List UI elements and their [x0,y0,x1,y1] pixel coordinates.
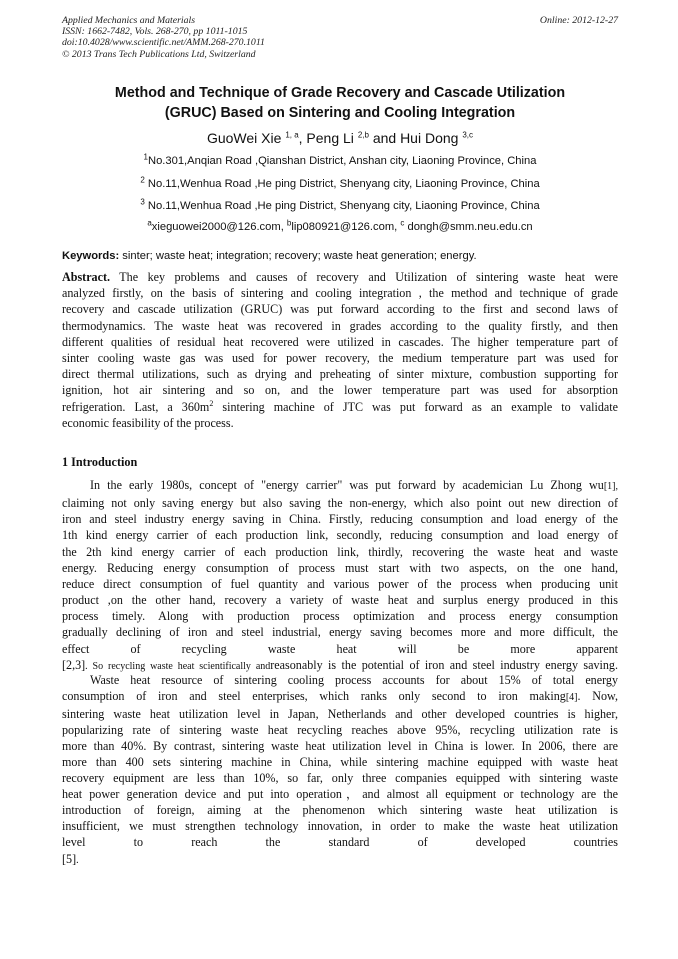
body-line: 1th kind energy carrier of each production link, secondly, reducing consumption and load energy of [62,528,618,543]
body-line: iron and steel industry energy saving in China. Firstly, reducing consumption and load energy of the [62,512,618,527]
author-list [62,128,618,148]
body-line: consumption of iron and steel enterprises, which ranks only second to iron making[4]. Now, [62,689,618,704]
abstract-line: economic feasibility of the process. [62,415,234,430]
body-line: insufficient, we must strengthen technology innovation, in order to make the waste heat utilization [62,819,618,834]
journal-name: Applied Mechanics and Materials [62,15,196,26]
citation: [4] [565,692,578,704]
email-c: dongh@smm.neu.edu.cn [404,221,533,233]
body-line: gradually declining of iron and steel industrial, energy saving becomes more and more difficult, the [62,625,618,640]
body-line: claiming not only saving energy but also saving the non-energy, which also point out new direction of [62,496,618,511]
body-line: energy. Reducing energy consumption of process must start with two aspects, on the one hand, [62,560,618,575]
abstract-line: Abstract. The key problems and causes of recovery and Utilization of sintering waste heat were [62,270,618,284]
abstract-line: refrigeration. Last, a $360m^2$ sintering machine of JTC was put forward as an example to validate [62,398,618,414]
body-line: In the early 1980s, concept of "energy carrier" was put forward by academician Lu Zhong wu[1], [90,478,618,492]
email-a: xieguowei2000@126.com, [151,221,287,233]
abstract-line: analyzed firstly, on the basis of sintering and cooling integration , the method and technique of grade [62,286,618,301]
author-3: and Hui Dong [368,130,459,146]
affiliation-1: $^1$No.301,Anqian Road ,Qianshan District, Anshan city, Liaoning Province, China [143,152,537,167]
keywords-label: Keywords: [62,250,120,262]
abstract-line: different qualities of residual heat recovered were utilized in cascades. The higher temperature part of [62,334,618,349]
abstract-line: direct thermal utilizations, such as drying and preheating of sinter mixture, combustion supporting for [62,367,618,382]
body-line: recovery equipment are less than 10%, so far, only three companies equipped with sintering waste [62,771,618,786]
intro-paragraph-2 [62,672,618,869]
body-line: product ,on the other hand, recovery a variety of waste heat and surplus energy produced in this [62,593,618,608]
body-line: the 2th kind energy carrier of each production link, thirdly, recovering the waste heat and waste [62,544,618,559]
abstract-label: Abstract. [62,270,111,284]
abstract-line: thermodynamics. The waste heat was recovered in grades according to the quality firstly, and then [62,318,618,333]
email-b: lip080921@126.com, [291,221,401,233]
author-1-sup: 1, a [285,130,299,140]
copyright-line: © 2013 Trans Tech Publications Ltd, Switzerland [62,48,256,60]
body-line: more than 400 sets sintering machine in China, while sintering machine equipped with waste heat [62,755,618,770]
keywords-text: sinter; waste heat; integration; recovery; waste heat generation; energy. [119,250,477,262]
intro-paragraph-1 [62,477,618,675]
body-line: effect of recycling waste heat will be more apparent [62,641,618,656]
body-line: process timely. Along with production process optimization and process energy consumption [62,609,618,624]
author-emails: $^a$xieguowei2000@126.com, $^b$lip080921@126.com, $^c$ dongh@smm.neu.edu.cn [147,218,533,233]
issn-line: ISSN: 1662-7482, Vols. 268-270, pp 1011-1015 [62,26,248,38]
abstract [62,269,618,431]
author-2-sup: 2,b [357,130,369,140]
body-line: level to reach the standard of developed countries [62,835,618,850]
abstract-line: recovery and cascade utilization (GRUC) was put forward according to the first and second laws of [62,302,618,317]
author-1: GuoWei Xie [206,130,282,146]
affiliation-3: $^3$ No.11,Wenhua Road ,He ping District, Shenyang city, Liaoning Province, China [140,197,540,212]
body-line: [2,3]. So recycling waste heat scientifically andreasonably is the potential of iron and steel industry energy saving. [62,657,618,672]
online-date: Online: 2012-12-27 [539,15,618,26]
section-heading: 1 Introduction [62,455,138,469]
citation: . So recycling waste heat scientifically and [85,660,271,672]
body-line: popularizing rate of sintering waste heat recycling reaches above 95%, recycling utilization rate is [62,723,618,738]
paper-title [62,83,618,123]
title-line-2: (GRUC) Based on Sintering and Cooling Integration [164,105,516,121]
affiliation-2: $^2$ No.11,Wenhua Road ,He ping District, Shenyang city, Liaoning Province, China [140,175,540,190]
body-line: [5]. [62,851,79,866]
body-line: introduction of foreign, aiming at the phenomenon which sintering waste heat utilization is [62,803,618,818]
body-line: sintering waste heat utilization level in Japan, Netherlands and other developed countries is higher, [62,707,618,722]
body-line: more than 40%. By contrast, sintering waste heat utilization level in China is lower. In 2006, there are [62,739,618,754]
body-line: heat power generation device and put into operation，and almost all equipment or technology are the [62,787,618,802]
author-2: , Peng Li [298,130,354,146]
author-3-sup: 3,c [462,130,474,140]
abstract-line: sinter cooling waste gas was used for power recovery, the medium temperature part was used for [62,351,618,366]
keywords [62,250,618,262]
doi-line: doi:10.4028/www.scientific.net/AMM.268-270.1011 [62,37,265,49]
body-line: Waste heat resource of sintering cooling process accounts for about 15% of total energy [90,673,618,687]
title-line-1: Method and Technique of Grade Recovery and Cascade Utilization [114,85,566,101]
journal-header [62,15,618,60]
body-line: reduce direct consumption of fuel quantity and various power of the process when producing unit [62,576,618,591]
citation: . [76,854,79,866]
citation: [1], [603,481,618,492]
abstract-line: ignition, hot air sintering and so on, and the lower temperature part was used for absorption [62,383,618,398]
